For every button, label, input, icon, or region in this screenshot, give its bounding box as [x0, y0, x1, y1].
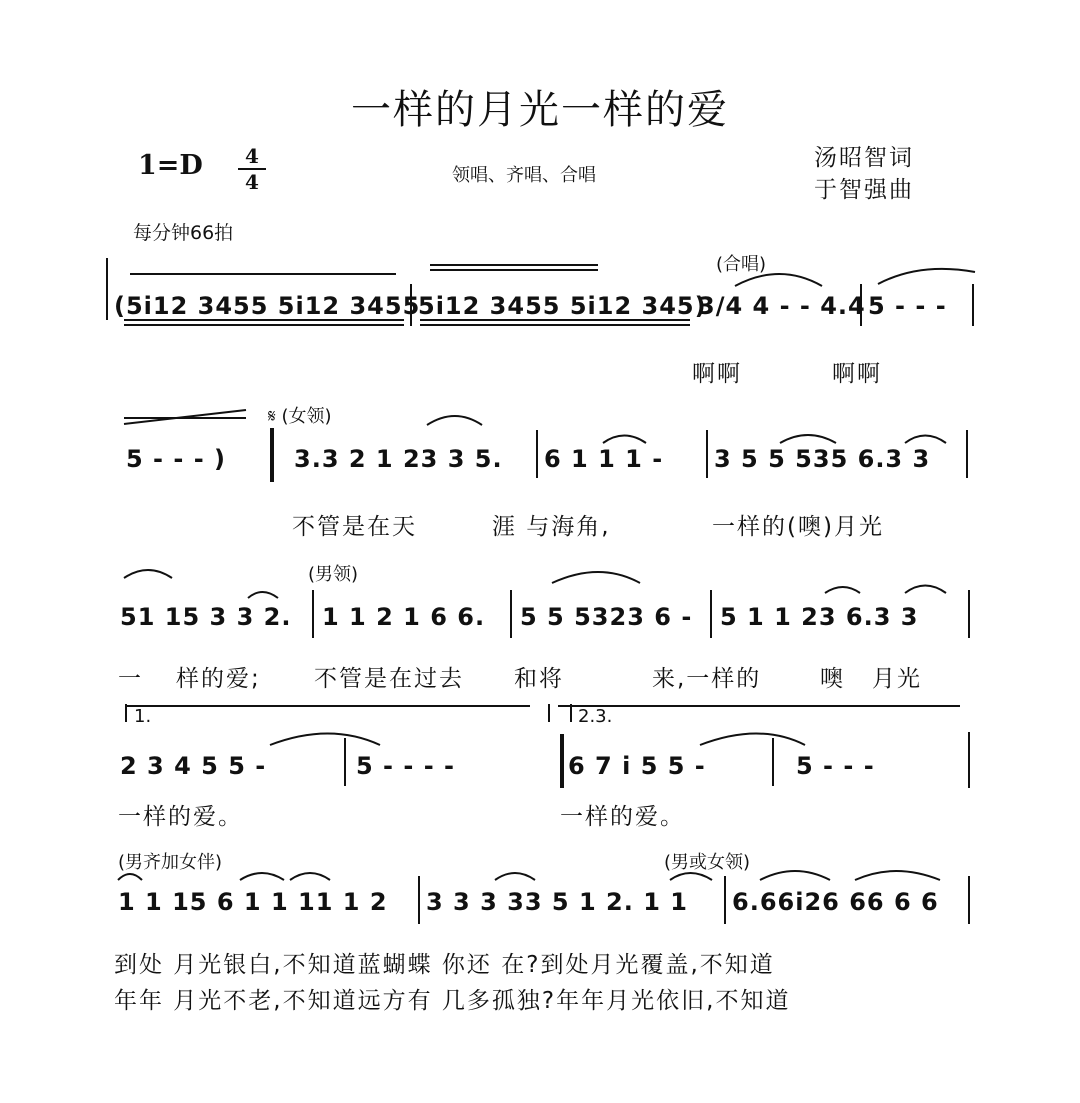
lyricist: 汤昭智词 — [814, 145, 914, 171]
measure-5: 5 - - - ) — [126, 445, 226, 473]
bar-line — [344, 738, 346, 786]
lyric: 样的爱; — [176, 666, 261, 692]
choir-mark: (合唱) — [716, 254, 767, 275]
lyric: 月光 — [872, 666, 922, 692]
male-lead-mark: (男领) — [308, 564, 359, 585]
measure-10: 1 1 2 1 6 6. — [322, 603, 486, 631]
measure-7: 6 1 1 1 - — [544, 445, 664, 473]
measure-15: 6 7 i 5 5 - — [568, 752, 706, 780]
bar-line — [968, 732, 970, 788]
measure-3: 3/4 4 - - 4.4 — [698, 292, 866, 320]
volta-1-mark: 1. — [134, 706, 152, 727]
lyric: 一 — [118, 666, 143, 692]
lyric: 啊啊 — [832, 361, 882, 387]
lyric: 不管是在过去 — [314, 666, 464, 692]
measure-2: 5i12 3455 5i12 345) — [418, 292, 707, 320]
score-title: 一样的月光一样的爱 — [351, 87, 729, 133]
bar-line — [106, 258, 108, 320]
measure-8: 3 5 5 535 6.3 3 — [714, 445, 931, 473]
measure-16: 5 - - - — [796, 752, 875, 780]
male-or-female-lead-mark: (男或女领) — [664, 852, 751, 873]
measure-14: 5 - - - - — [356, 752, 455, 780]
measure-17: 1 1 15 6 1 1 11 1 2 — [118, 888, 388, 916]
lyric: 和将 — [514, 666, 564, 692]
bar-line — [510, 590, 512, 638]
lyric: 啊啊 — [692, 361, 742, 387]
bar-line — [966, 430, 968, 478]
measure-19: 6.66i26 66 6 6 — [732, 888, 939, 916]
measure-12: 5 1 1 23 6.3 3 — [720, 603, 919, 631]
measure-9: 51 15 3 3 2. — [120, 603, 292, 631]
measure-11: 5 5 5323 6 - — [520, 603, 693, 631]
lyric: 一样的爱。 — [560, 804, 685, 830]
measure-13: 2 3 4 5 5 - — [120, 752, 267, 780]
bar-line — [706, 430, 708, 478]
volta-bracket — [570, 704, 572, 722]
measure-6: 3.3 2 1 23 3 5. — [294, 445, 503, 473]
volta-23-mark: 2.3. — [578, 706, 613, 727]
measure-18: 3 3 3 33 5 1 2. 1 1 — [426, 888, 688, 916]
repeat-end-bar — [560, 734, 564, 788]
volta-bracket — [125, 704, 127, 722]
composer: 于智强曲 — [814, 177, 914, 203]
lyric: 不管是在天 — [292, 514, 417, 540]
lyric-verse-1: 到处 月光银白,不知道蓝蝴蝶 你还 在?到处月光覆盖,不知道 — [114, 952, 775, 978]
repeat-start-bar — [270, 428, 274, 482]
time-sig-top: 4 — [245, 144, 259, 168]
time-sig-bottom: 4 — [245, 170, 259, 194]
bar-line — [724, 876, 726, 924]
lyric-verse-2: 年年 月光不老,不知道远方有 几多孤独?年年月光依旧,不知道 — [114, 988, 791, 1014]
key-signature: 1=D — [138, 150, 203, 181]
measure-1: (5i12 3455 5i12 3455 — [114, 292, 421, 320]
bar-line — [418, 876, 420, 924]
bar-line — [312, 590, 314, 638]
volta-bracket — [548, 704, 550, 722]
performance-note: 领唱、齐唱、合唱 — [452, 165, 596, 186]
bar-line — [972, 284, 974, 326]
bar-line — [968, 876, 970, 924]
lyric: 一样的爱。 — [118, 804, 243, 830]
bar-line — [968, 590, 970, 638]
bar-line — [410, 284, 412, 326]
tempo-marking: 每分钟66拍 — [133, 222, 234, 244]
bar-line — [710, 590, 712, 638]
lyric: 噢 — [820, 666, 845, 692]
male-unison-mark: (男齐加女伴) — [118, 852, 223, 873]
lyric: 一样的(噢)月光 — [712, 514, 884, 540]
bar-line — [536, 430, 538, 478]
measure-4: 5 - - - — [868, 292, 947, 320]
lyric: 来,一样的 — [652, 666, 762, 692]
bar-line — [860, 284, 862, 326]
segno-female-lead-mark: 𝄋 (女领) — [268, 406, 332, 427]
bar-line — [772, 738, 774, 786]
lyric: 涯 与海角, — [492, 514, 611, 540]
